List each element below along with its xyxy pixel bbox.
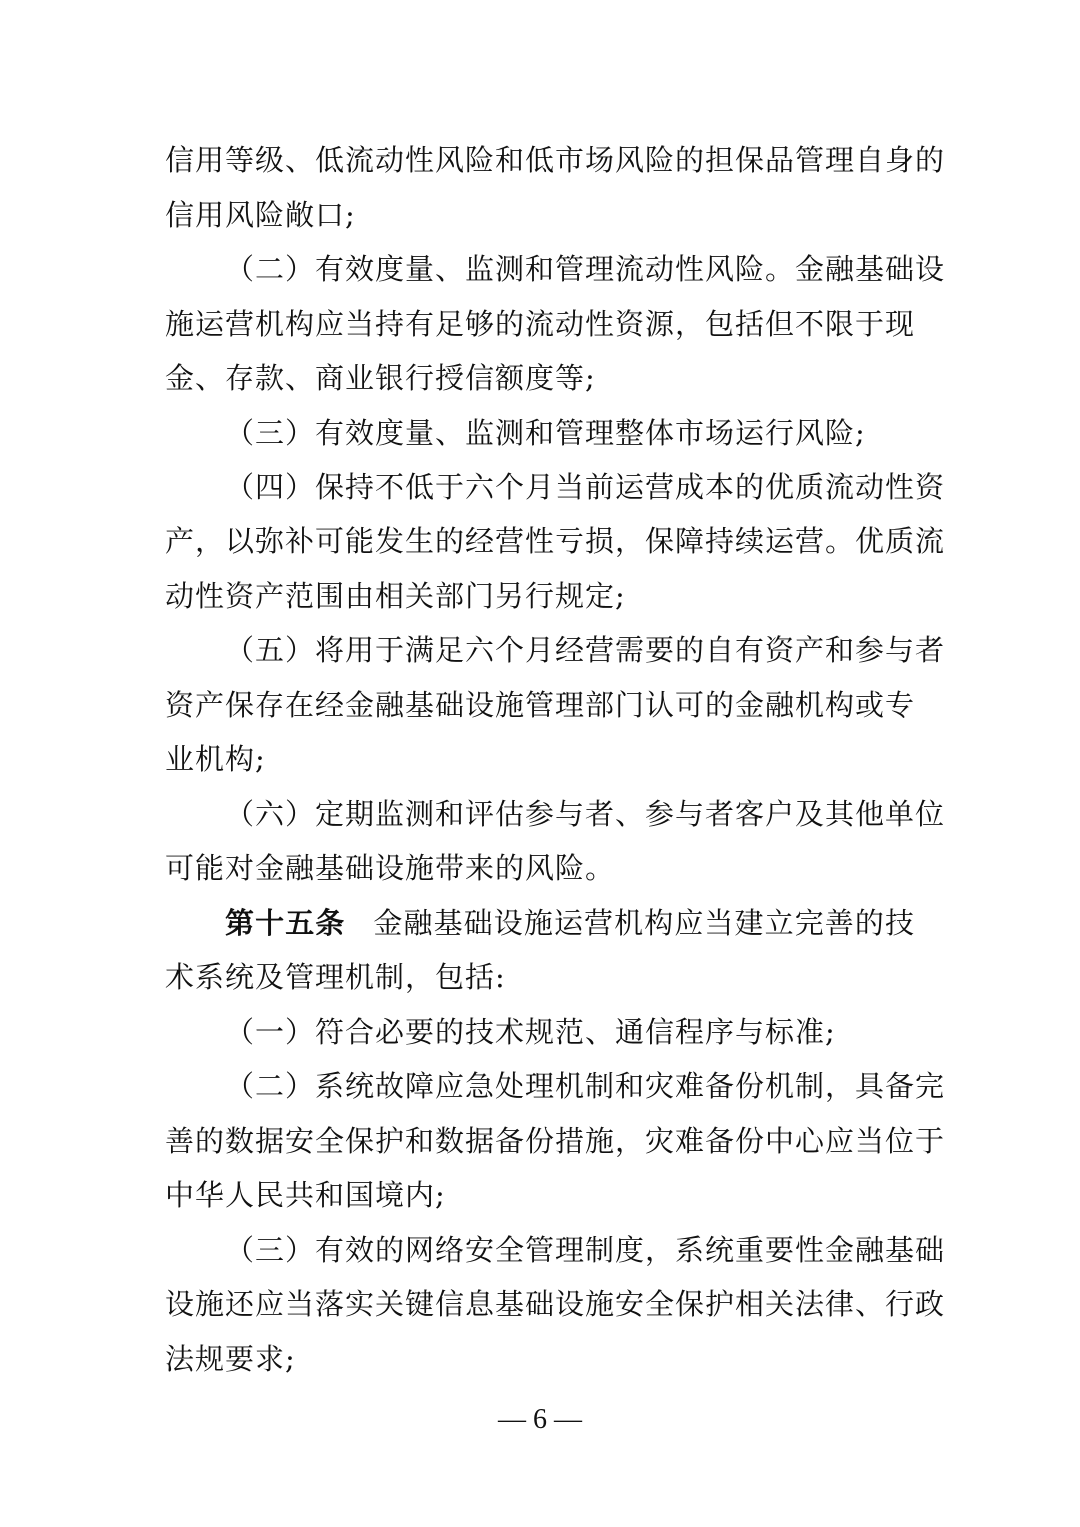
text-line: 善的数据安全保护和数据备份措施，灾难备份中心应当位于 xyxy=(165,1124,946,1158)
text-line: （三）有效的网络安全管理制度，系统重要性金融基础 xyxy=(225,1233,946,1267)
text-line: （四）保持不低于六个月当前运营成本的优质流动性资 xyxy=(225,470,946,504)
article-text: 金融基础设施运营机构应当建立完善的技 xyxy=(373,906,915,940)
text-line: （一）符合必要的技术规范、通信程序与标准; xyxy=(225,1015,836,1049)
text-line: 设施还应当落实关键信息基础设施安全保护相关法律、行政 xyxy=(165,1287,946,1321)
text-line: 业机构; xyxy=(165,742,266,776)
text-line: 信用风险敞口; xyxy=(165,198,356,232)
text-line: （二）系统故障应急处理机制和灾难备份机制，具备完 xyxy=(225,1069,946,1103)
article-line xyxy=(225,903,915,943)
text-line: 金、存款、商业银行授信额度等; xyxy=(165,361,596,395)
text-line: 资产保存在经金融基础设施管理部门认可的金融机构或专 xyxy=(165,688,916,722)
article-title: 第十五条 xyxy=(225,906,346,940)
text-line: 信用等级、低流动性风险和低市场风险的担保品管理自身的 xyxy=(165,143,946,177)
text-line: 施运营机构应当持有足够的流动性资源，包括但不限于现 xyxy=(165,307,916,341)
text-line: 产，以弥补可能发生的经营性亏损，保障持续运营。优质流 xyxy=(165,524,946,558)
page-number: — 6 — xyxy=(498,1404,582,1435)
text-line: 动性资产范围由相关部门另行规定; xyxy=(165,579,626,613)
text-line: 法规要求; xyxy=(165,1342,296,1376)
text-line: （五）将用于满足六个月经营需要的自有资产和参与者 xyxy=(225,633,946,667)
text-line: 可能对金融基础设施带来的风险。 xyxy=(165,851,616,885)
text-line: 术系统及管理机制，包括: xyxy=(165,960,506,994)
text-line: （三）有效度量、监测和管理整体市场运行风险; xyxy=(225,416,866,450)
text-line: （二）有效度量、监测和管理流动性风险。金融基础设 xyxy=(225,252,946,286)
text-line: （六）定期监测和评估参与者、参与者客户及其他单位 xyxy=(225,797,946,831)
text-line: 中华人民共和国境内; xyxy=(165,1178,446,1212)
